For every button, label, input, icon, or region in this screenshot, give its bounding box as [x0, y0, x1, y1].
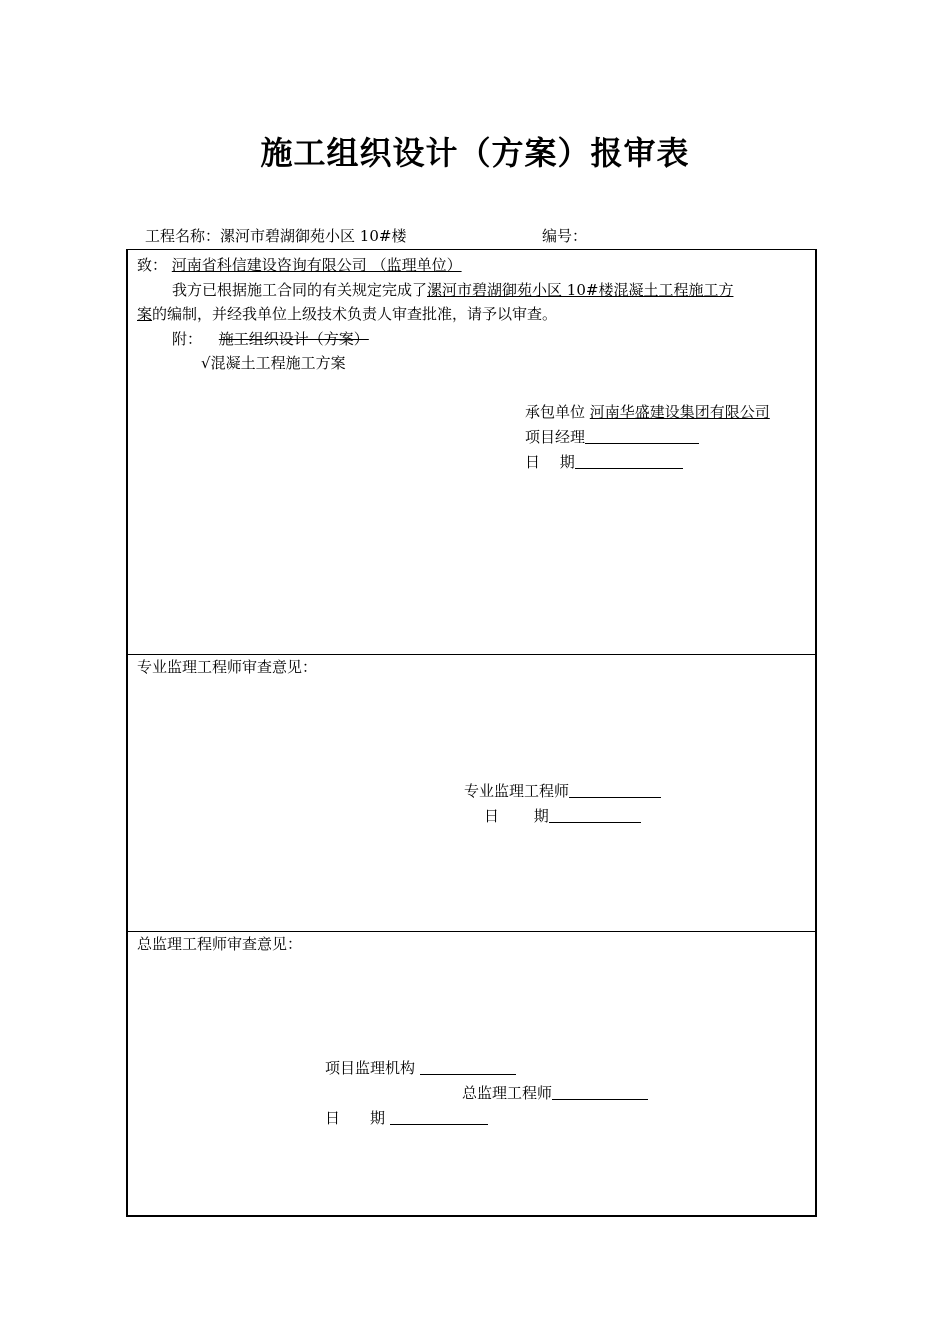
contractor-line: [525, 400, 770, 424]
chief-opinion-label: 总监理工程师审查意见：: [137, 935, 303, 953]
check-mark-icon: √: [201, 354, 211, 372]
project-manager-label: 项目经理: [525, 428, 586, 446]
contractor-label: 承包单位: [525, 403, 586, 421]
supervision-unit: 河南省科信建设咨询有限公司 （监理单位）: [171, 256, 462, 274]
chief-date-label: 日 期: [325, 1109, 386, 1127]
contractor-date-line: [525, 450, 683, 474]
project-manager-signature-blank[interactable]: [585, 427, 699, 444]
page-title: 施工组织设计（方案）报审表: [260, 134, 690, 172]
attachment-option-concrete: [201, 351, 346, 375]
attachment-line: [172, 327, 369, 351]
chief-signature-blank[interactable]: [552, 1083, 648, 1100]
engineer-date-line: [484, 804, 641, 828]
submission-body-line1: [172, 278, 733, 302]
plan-name-cont: 案: [137, 305, 153, 323]
approval-form: [126, 249, 817, 1217]
contractor-date-label: 日 期: [525, 453, 575, 471]
contractor-name: 河南华盛建设集团有限公司: [589, 403, 770, 421]
chief-signature-line: [462, 1081, 648, 1105]
attachment-label: 附：: [172, 330, 203, 348]
submission-body-line2: [137, 302, 557, 326]
attachment-option-concrete-label: 混凝土工程施工方案: [210, 354, 346, 372]
chief-engineer-label: 总监理工程师: [462, 1084, 553, 1102]
project-name-label: 工程名称：: [145, 227, 221, 245]
engineer-label: 专业监理工程师: [464, 782, 570, 800]
engineer-review-section: [128, 655, 815, 932]
body-suffix: 的编制，并经我单位上级技术负责人审查批准，请予以审查。: [152, 305, 558, 323]
project-manager-line: [525, 425, 699, 449]
serial-number-label: 编号：: [542, 227, 588, 245]
attachment-option-construction-design: 施工组织设计（方案）: [218, 330, 369, 348]
body-prefix: 我方已根据施工合同的有关规定完成了: [172, 281, 428, 299]
supervision-org-blank[interactable]: [420, 1058, 516, 1075]
serial-number-row: [542, 225, 587, 246]
engineer-date-blank[interactable]: [549, 806, 641, 823]
addressee-line: [137, 253, 462, 277]
supervision-org-label: 项目监理机构: [325, 1059, 416, 1077]
engineer-signature-blank[interactable]: [569, 781, 661, 798]
chief-review-section: [128, 932, 815, 1215]
submission-section: [128, 250, 815, 655]
plan-name: 漯河市碧湖御苑小区 10#楼混凝土工程施工方: [427, 281, 734, 299]
supervision-org-line: [325, 1056, 516, 1080]
engineer-signature-line: [464, 779, 661, 803]
chief-date-line: [325, 1106, 488, 1130]
contractor-date-blank[interactable]: [575, 452, 683, 469]
addressee-label: 致：: [137, 256, 168, 274]
project-name-row: [145, 225, 406, 246]
engineer-opinion-label: 专业监理工程师审查意见：: [137, 658, 318, 676]
chief-date-blank[interactable]: [390, 1108, 488, 1125]
project-name-value: 漯河市碧湖御苑小区 10#楼: [220, 227, 407, 245]
engineer-date-label: 日 期: [484, 807, 549, 825]
